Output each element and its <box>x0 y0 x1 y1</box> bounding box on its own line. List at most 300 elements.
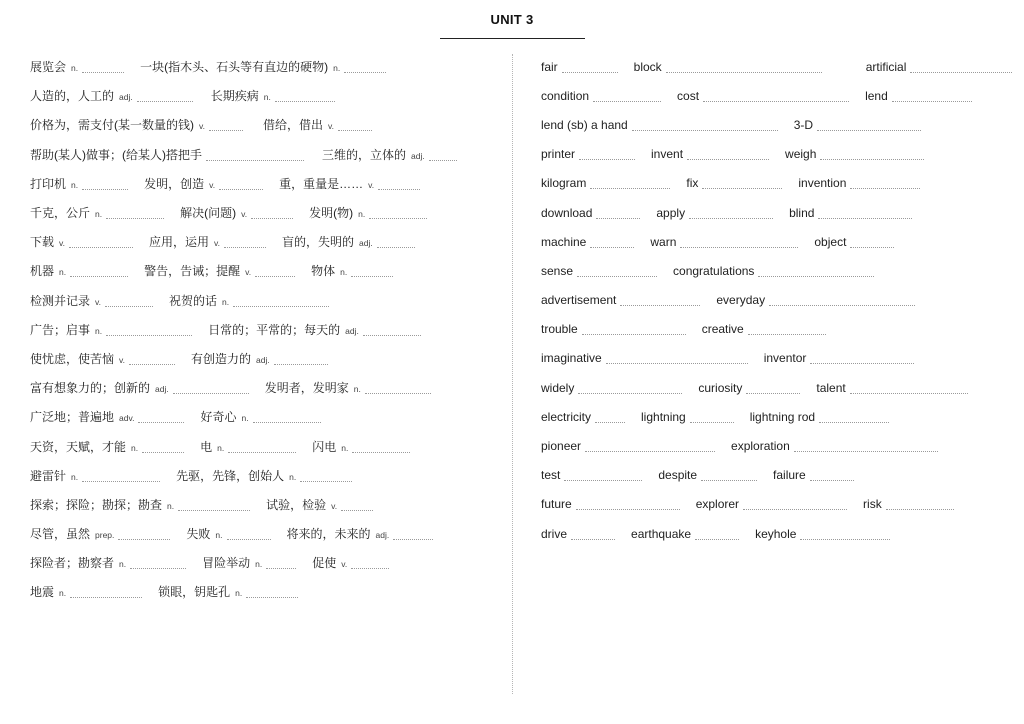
answer-blank[interactable] <box>393 538 433 540</box>
english-word-word: trouble <box>541 322 578 337</box>
part-of-speech: adv. <box>119 413 135 424</box>
english-word-row <box>541 373 1012 402</box>
chinese-definition-word: 探险者；勘察者 <box>30 556 115 571</box>
english-word-word: invent <box>651 147 684 162</box>
english-word-word: fix <box>686 176 699 191</box>
chinese-definition-word: 人造的，人工的 <box>30 89 115 104</box>
answer-blank[interactable] <box>596 217 640 219</box>
answer-blank[interactable] <box>564 479 642 481</box>
english-word-entry <box>863 497 954 511</box>
part-of-speech: v. <box>341 559 348 570</box>
english-word-entry <box>798 176 920 190</box>
chinese-definition-word: 探索；探险；勘探；勘查 <box>30 497 163 512</box>
english-word-word: failure <box>773 468 806 483</box>
english-word-word: electricity <box>541 409 592 424</box>
part-of-speech: n. <box>59 588 67 599</box>
chinese-definition-word: 使忧虑，使苦恼 <box>30 351 115 366</box>
english-word-word: everyday <box>716 293 766 308</box>
chinese-definition-word: 价格为，需支付(某一数量的钱) <box>30 118 194 133</box>
answer-blank[interactable] <box>70 275 128 277</box>
answer-blank[interactable] <box>106 217 164 219</box>
chinese-definition-word: 发明(物) <box>309 206 354 221</box>
chinese-definition-entry <box>30 116 243 133</box>
english-word-entry <box>702 322 826 336</box>
chinese-definition-word: 千克，公斤 <box>30 206 91 221</box>
page-title: UNIT 3 <box>490 12 534 27</box>
english-word-word: machine <box>541 234 587 249</box>
chinese-definition-entry <box>30 379 249 396</box>
chinese-definition-entry <box>322 146 457 163</box>
chinese-definition-word: 电 <box>200 439 213 454</box>
chinese-definition-word: 冒险举动 <box>202 556 251 571</box>
chinese-definition-entry <box>30 87 193 104</box>
chinese-definition-entry <box>279 175 420 192</box>
chinese-definition-word: 试验，检验 <box>266 497 327 512</box>
english-word-row <box>541 140 1012 169</box>
chinese-definition-word: 盲的，失明的 <box>282 235 355 250</box>
english-word-word: talent <box>816 380 846 395</box>
chinese-definition-entry <box>200 438 296 455</box>
answer-blank[interactable] <box>695 538 739 540</box>
chinese-definition-entry <box>282 233 415 250</box>
part-of-speech: v. <box>95 296 101 307</box>
english-word-entry <box>785 147 924 161</box>
answer-blank[interactable] <box>351 567 389 569</box>
chinese-definition-entry <box>176 467 352 484</box>
chinese-definition-entry <box>30 204 164 221</box>
answer-blank[interactable] <box>82 71 124 73</box>
chinese-definition-word: 闪电 <box>312 439 337 454</box>
chinese-definition-word: 发明，创造 <box>144 176 205 191</box>
chinese-definition-row <box>30 577 457 606</box>
answer-blank[interactable] <box>910 71 1012 73</box>
english-word-word: exploration <box>731 439 790 454</box>
chinese-definition-entry <box>144 175 263 192</box>
chinese-definition-row <box>30 315 457 344</box>
answer-blank[interactable] <box>746 392 800 394</box>
answer-blank[interactable] <box>702 187 782 189</box>
chinese-definition-row <box>30 169 457 198</box>
english-word-entry <box>541 468 642 482</box>
english-word-entry <box>541 497 680 511</box>
answer-blank[interactable] <box>632 129 778 131</box>
part-of-speech: adj. <box>359 238 373 249</box>
part-of-speech: adj. <box>155 384 169 395</box>
chinese-definition-word: 帮助(某人)做事；(给某人)搭把手 <box>30 147 202 162</box>
part-of-speech: adj. <box>411 150 425 161</box>
english-word-word: warn <box>650 234 677 249</box>
answer-blank[interactable] <box>138 421 184 423</box>
answer-blank[interactable] <box>219 188 263 190</box>
english-word-entry <box>541 322 686 336</box>
english-word-word: blind <box>789 205 815 220</box>
chinese-definition-word: 重，重量是…… <box>279 176 364 191</box>
answer-blank[interactable] <box>255 275 295 277</box>
chinese-definition-entry <box>263 116 372 133</box>
answer-blank[interactable] <box>562 71 618 73</box>
title-underline <box>440 38 585 39</box>
chinese-definition-word: 先驱，先锋，创始人 <box>176 468 285 483</box>
answer-blank[interactable] <box>142 451 184 453</box>
answer-blank[interactable] <box>118 538 170 540</box>
answer-blank[interactable] <box>209 129 243 131</box>
english-word-word: lend (sb) a hand <box>541 117 628 132</box>
english-word-entry <box>541 527 615 541</box>
answer-blank[interactable] <box>69 246 133 248</box>
answer-blank[interactable] <box>206 159 304 161</box>
part-of-speech: n. <box>353 384 361 395</box>
english-word-entry <box>541 410 625 424</box>
english-word-row <box>541 431 1012 460</box>
answer-blank[interactable] <box>606 362 748 364</box>
english-word-row <box>541 52 1012 81</box>
english-word-row <box>541 519 1012 548</box>
answer-blank[interactable] <box>571 538 615 540</box>
english-word-entry <box>677 89 849 103</box>
answer-blank[interactable] <box>577 275 657 277</box>
answer-blank[interactable] <box>595 421 625 423</box>
answer-blank[interactable] <box>344 71 386 73</box>
chinese-definition-word: 发明者，发明家 <box>264 381 349 396</box>
answer-blank[interactable] <box>690 421 734 423</box>
answer-blank[interactable] <box>800 538 890 540</box>
chinese-definition-entry <box>311 262 393 279</box>
column-divider <box>512 54 513 694</box>
chinese-definition-entry <box>309 204 427 221</box>
chinese-definition-row <box>30 140 457 169</box>
answer-blank[interactable] <box>227 538 271 540</box>
english-word-word: drive <box>541 526 568 541</box>
part-of-speech: n. <box>71 179 79 190</box>
chinese-definition-word: 展览会 <box>30 60 67 75</box>
chinese-definition-entry <box>211 87 335 104</box>
chinese-definition-word: 将来的，未来的 <box>286 527 371 542</box>
answer-blank[interactable] <box>818 217 912 219</box>
english-word-entry <box>541 118 778 132</box>
part-of-speech: v. <box>245 267 252 278</box>
english-word-word: congratulations <box>673 263 755 278</box>
english-word-entry <box>658 468 757 482</box>
english-word-word: object <box>814 234 847 249</box>
chinese-definition-word: 尽管，虽然 <box>30 527 91 542</box>
chinese-definition-row <box>30 402 457 431</box>
english-word-word: pioneer <box>541 439 582 454</box>
chinese-definition-word: 解决(问题) <box>180 206 237 221</box>
english-word-entry <box>731 439 938 453</box>
english-word-entry <box>698 381 800 395</box>
chinese-definition-row <box>30 286 457 315</box>
answer-blank[interactable] <box>590 187 670 189</box>
english-word-word: lend <box>865 88 888 103</box>
answer-blank[interactable] <box>105 305 153 307</box>
english-word-entry <box>865 89 972 103</box>
answer-blank[interactable] <box>579 158 635 160</box>
answer-blank[interactable] <box>810 479 854 481</box>
english-word-word: lightning rod <box>749 409 816 424</box>
english-word-word: inventor <box>763 351 807 366</box>
chinese-definition-row <box>30 256 457 285</box>
answer-blank[interactable] <box>137 100 193 102</box>
answer-blank[interactable] <box>429 159 457 161</box>
answer-blank[interactable] <box>352 451 410 453</box>
chinese-definition-word: 一块(指木头、石头等有直边的硬物) <box>140 60 329 75</box>
chinese-definition-entry <box>30 233 133 250</box>
english-word-word: keyhole <box>755 526 797 541</box>
english-word-entry <box>673 264 874 278</box>
english-word-entry <box>814 235 894 249</box>
chinese-definition-word: 打印机 <box>30 176 67 191</box>
part-of-speech: v. <box>241 209 248 220</box>
answer-blank[interactable] <box>817 129 921 131</box>
chinese-definition-word: 广告；启事 <box>30 322 91 337</box>
english-word-row <box>541 461 1012 490</box>
chinese-definition-entry <box>30 321 192 338</box>
answer-blank[interactable] <box>82 188 128 190</box>
chinese-definition-row <box>30 110 457 139</box>
english-word-entry <box>634 60 822 74</box>
chinese-definition-row <box>30 461 457 490</box>
part-of-speech: v. <box>214 238 220 249</box>
answer-blank[interactable] <box>338 129 372 131</box>
answer-blank[interactable] <box>819 421 889 423</box>
answer-blank[interactable] <box>173 392 249 394</box>
english-word-entry <box>541 147 635 161</box>
answer-blank[interactable] <box>228 451 296 453</box>
chinese-definition-entry <box>30 262 128 279</box>
english-word-word: fair <box>541 59 558 74</box>
english-word-word: curiosity <box>698 380 743 395</box>
part-of-speech: v. <box>199 121 205 132</box>
answer-blank[interactable] <box>369 217 427 219</box>
chinese-definition-entry <box>180 204 293 221</box>
chinese-definition-row <box>30 519 457 548</box>
answer-blank[interactable] <box>233 305 329 307</box>
chinese-definition-row <box>30 431 457 460</box>
answer-blank[interactable] <box>886 508 954 510</box>
answer-blank[interactable] <box>593 100 661 102</box>
chinese-definition-word: 促使 <box>312 556 337 571</box>
answer-blank[interactable] <box>701 479 757 481</box>
part-of-speech: v. <box>119 354 125 365</box>
answer-blank[interactable] <box>585 450 715 452</box>
english-word-row <box>541 169 1012 198</box>
part-of-speech: n. <box>59 267 67 278</box>
chinese-definition-entry <box>30 350 175 367</box>
answer-blank[interactable] <box>70 596 142 598</box>
answer-blank[interactable] <box>743 508 847 510</box>
english-word-entry <box>541 176 670 190</box>
part-of-speech: adj. <box>119 92 133 103</box>
chinese-definition-entry <box>140 58 386 75</box>
chinese-definition-entry <box>30 146 304 163</box>
answer-blank[interactable] <box>850 187 920 189</box>
chinese-definition-entry <box>149 233 266 250</box>
answer-blank[interactable] <box>266 567 296 569</box>
answer-blank[interactable] <box>363 334 421 336</box>
chinese-definition-entry <box>186 525 270 542</box>
chinese-definition-entry <box>312 438 410 455</box>
english-word-word: advertisement <box>541 293 617 308</box>
chinese-definition-word: 物体 <box>311 264 336 279</box>
answer-blank[interactable] <box>820 158 924 160</box>
english-word-row <box>541 315 1012 344</box>
chinese-definition-row <box>30 227 457 256</box>
answer-blank[interactable] <box>275 100 335 102</box>
chinese-definition-entry <box>191 350 328 367</box>
part-of-speech: v. <box>209 179 216 190</box>
answer-blank[interactable] <box>703 100 849 102</box>
answer-blank[interactable] <box>758 275 874 277</box>
english-word-row <box>541 344 1012 373</box>
answer-blank[interactable] <box>365 392 431 394</box>
answer-blank[interactable] <box>274 363 328 365</box>
english-word-entry <box>541 235 634 249</box>
english-word-row <box>541 256 1012 285</box>
answer-blank[interactable] <box>680 246 798 248</box>
english-word-word: download <box>541 205 593 220</box>
chinese-definition-word: 警告，告诫；提醒 <box>144 264 241 279</box>
answer-blank[interactable] <box>748 333 826 335</box>
english-word-word: lightning <box>641 409 686 424</box>
part-of-speech: n. <box>167 500 175 511</box>
part-of-speech: v. <box>59 238 65 249</box>
chinese-definition-row <box>30 198 457 227</box>
answer-blank[interactable] <box>253 421 321 423</box>
answer-blank[interactable] <box>378 188 420 190</box>
answer-blank[interactable] <box>129 363 175 365</box>
part-of-speech: n. <box>95 209 103 220</box>
part-of-speech: n. <box>358 209 366 220</box>
english-word-entry <box>686 176 782 190</box>
part-of-speech: adj. <box>256 354 270 365</box>
chinese-definition-entry <box>30 292 153 309</box>
english-word-entry <box>816 381 967 395</box>
english-word-entry <box>641 410 734 424</box>
answer-blank[interactable] <box>810 362 914 364</box>
answer-blank[interactable] <box>300 480 352 482</box>
answer-blank[interactable] <box>351 275 393 277</box>
part-of-speech: n. <box>255 559 263 570</box>
answer-blank[interactable] <box>224 246 266 248</box>
chinese-definition-entry <box>265 379 431 396</box>
english-word-entry <box>794 118 921 132</box>
english-word-row <box>541 402 1012 431</box>
part-of-speech: adj. <box>375 530 390 541</box>
chinese-definition-word: 好奇心 <box>200 410 237 425</box>
answer-blank[interactable] <box>794 450 938 452</box>
english-word-word: sense <box>541 263 574 278</box>
chinese-definition-row <box>30 490 457 519</box>
english-word-entry <box>651 147 769 161</box>
answer-blank[interactable] <box>246 596 298 598</box>
english-word-entry <box>541 381 682 395</box>
answer-blank[interactable] <box>82 480 160 482</box>
chinese-definition-word: 长期疾病 <box>210 89 259 104</box>
english-word-entry <box>541 351 748 365</box>
part-of-speech: v. <box>368 179 375 190</box>
chinese-definition-entry <box>200 408 320 425</box>
part-of-speech: n. <box>263 92 271 103</box>
chinese-definition-word: 祝贺的话 <box>169 293 218 308</box>
chinese-definition-entry <box>266 496 373 513</box>
english-word-word: risk <box>863 497 882 512</box>
answer-blank[interactable] <box>689 217 773 219</box>
part-of-speech: n. <box>222 296 230 307</box>
answer-blank[interactable] <box>582 333 686 335</box>
chinese-definition-entry <box>208 321 421 338</box>
english-word-word: imaginative <box>541 351 602 366</box>
answer-blank[interactable] <box>578 392 682 394</box>
chinese-definition-word: 三维的，立体的 <box>322 147 407 162</box>
chinese-definition-entry <box>30 467 160 484</box>
part-of-speech: v. <box>328 121 334 132</box>
chinese-definition-entry <box>30 583 142 600</box>
english-word-row <box>541 81 1012 110</box>
chinese-definition-word: 有创造力的 <box>191 351 252 366</box>
answer-blank[interactable] <box>892 100 972 102</box>
english-word-word: weigh <box>785 147 817 162</box>
part-of-speech: v. <box>331 500 338 511</box>
answer-blank[interactable] <box>850 246 894 248</box>
part-of-speech: n. <box>215 530 223 541</box>
english-word-row <box>541 198 1012 227</box>
part-of-speech: n. <box>289 471 297 482</box>
english-word-entry <box>755 527 890 541</box>
answer-blank[interactable] <box>251 217 293 219</box>
answer-blank[interactable] <box>666 71 822 73</box>
answer-blank[interactable] <box>576 508 680 510</box>
answer-blank[interactable] <box>130 567 186 569</box>
answer-blank[interactable] <box>687 158 769 160</box>
english-word-row <box>541 110 1012 139</box>
english-word-word: creative <box>701 322 744 337</box>
answer-blank[interactable] <box>341 509 373 511</box>
english-word-word: explorer <box>695 497 740 512</box>
english-word-word: invention <box>798 176 847 191</box>
part-of-speech: n. <box>119 559 127 570</box>
answer-blank[interactable] <box>769 304 915 306</box>
english-word-entry <box>716 293 915 307</box>
part-of-speech: n. <box>95 325 103 336</box>
english-word-word: printer <box>541 147 576 162</box>
answer-blank[interactable] <box>620 304 700 306</box>
answer-blank[interactable] <box>106 334 192 336</box>
part-of-speech: n. <box>131 442 139 453</box>
english-word-word: 3-D <box>793 117 814 132</box>
part-of-speech: n. <box>71 63 79 74</box>
english-word-entry <box>541 293 700 307</box>
part-of-speech: n. <box>241 413 249 424</box>
answer-blank[interactable] <box>377 246 415 248</box>
chinese-definition-word: 下载 <box>30 235 55 250</box>
english-word-row <box>541 286 1012 315</box>
chinese-definition-word: 日常的；平常的；每天的 <box>208 322 341 337</box>
answer-blank[interactable] <box>590 246 634 248</box>
english-word-entry <box>773 468 854 482</box>
part-of-speech: n. <box>341 442 349 453</box>
chinese-definition-entry <box>169 292 329 309</box>
english-word-entry <box>541 206 640 220</box>
english-word-entry <box>541 264 657 278</box>
chinese-definition-word: 避雷针 <box>30 468 67 483</box>
chinese-definition-entry <box>30 496 250 513</box>
part-of-speech: n. <box>333 63 341 74</box>
english-word-entry <box>541 89 661 103</box>
english-word-entry <box>696 497 847 511</box>
chinese-definition-entry <box>202 554 296 571</box>
answer-blank[interactable] <box>850 392 968 394</box>
answer-blank[interactable] <box>178 509 250 511</box>
